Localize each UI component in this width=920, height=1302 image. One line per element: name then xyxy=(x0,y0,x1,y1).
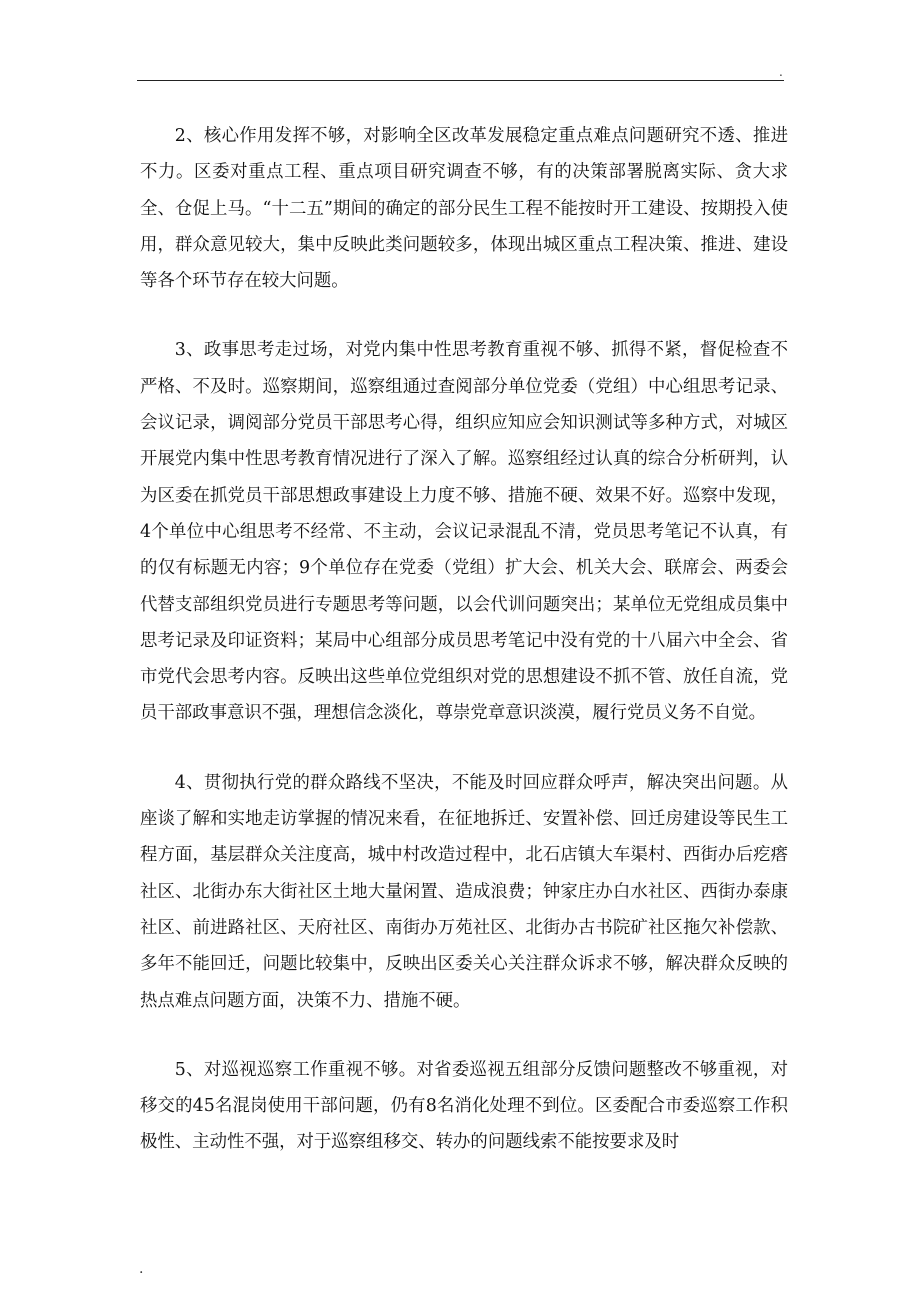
paragraph-3: 3、政事思考走过场，对党内集中性思考教育重视不够、抓得不紧，督促检查不严格、不及时。巡察期间，巡察组通过查阅部分单位党委（党组）中心组思考记录、会议记录，调阅部分党员干部思考心得，组织应知应会知识测试等多种方式，对城区开展党内集中性思考教育情况进行了深入了解。巡察组经过认真的综合分析研判，认为区委在抓党员干部思想政事建设上力度不够、措施不硬、效果不好。巡察中发现，4个单位中心组思考不经常、不主动，会议记录混乱不清，党员思考笔记不认真，有的仅有标题无内容；9个单位存在党委（党组）扩大会、机关大会、联席会、两委会代替支部组织党员进行专题思考等问题，以会代训问题突出；某单位无党组成员集中思考记录及印证资料；某局中心组部分成员思考笔记中没有党的十八届六中全会、省市党代会思考内容。反映出这些单位党组织对党的思想建设不抓不管、放任自流，党员干部政事意识不强，理想信念淡化，尊崇党章意识淡漠，履行党员义务不自觉。 xyxy=(140,340,788,724)
paragraph-2: 2、核心作用发挥不够，对影响全区改革发展稳定重点难点问题研究不透、推进不力。区委对重点工程、重点项目研究调查不够，有的决策部署脱离实际、贪大求全、仓促上马。“十二五”期间的确定的部分民生工程不能按时开工建设、按期投入使用，群众意见较大，集中反映此类问题较多，体现出城区重点工程决策、推进、建设等各个环节存在较大问题。 xyxy=(140,126,788,292)
header-marker: . xyxy=(779,65,783,79)
header-rule xyxy=(137,80,784,81)
paragraph-5: 5、对巡视巡察工作重视不够。对省委巡视五组部分反馈问题整改不够重视，对移交的45名混岗使用干部问题，仍有8名消化处理不到位。区委配合市委巡察工作积极性、主动性不强，对于巡察组移交、转办的问题线索不能按要求及时 xyxy=(140,1059,788,1153)
footer-marker: . xyxy=(139,1261,144,1277)
paragraph-4: 4、贯彻执行党的群众路线不坚决，不能及时回应群众呼声，解决突出问题。从座谈了解和实地走访掌握的情况来看，在征地拆迁、安置补偿、回迁房建设等民生工程方面，基层群众关注度高，城中村改造过程中，北石店镇大车渠村、西街办后疙瘩社区、北街办东大街社区土地大量闲置、造成浪费；钟家庄办白水社区、西街办泰康社区、前进路社区、天府社区、南街办万苑社区、北街办古书院矿社区拖欠补偿款、多年不能回迁，问题比较集中，反映出区委关心关注群众诉求不够，解决群众反映的热点难点问题方面，决策不力、措施不硬。 xyxy=(140,772,788,1011)
document-body xyxy=(140,118,788,1161)
